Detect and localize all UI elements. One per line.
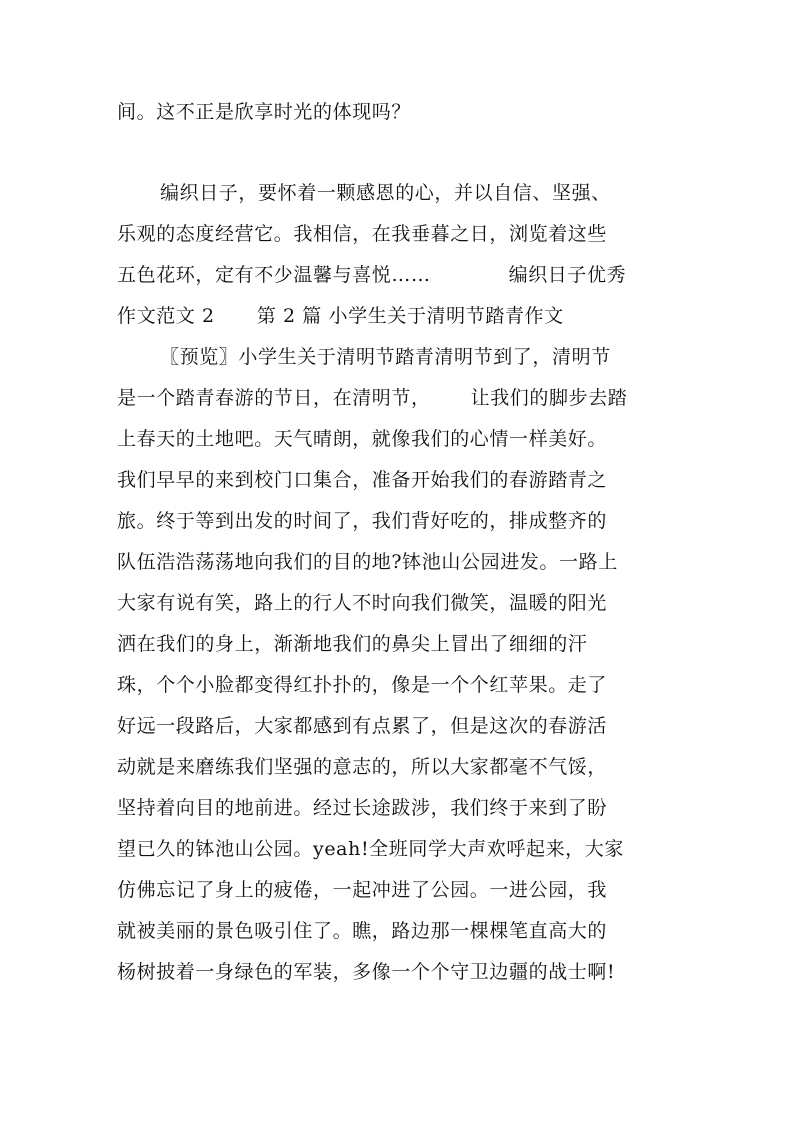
text-line: 大家有说有笑，路上的行人不时向我们微笑，温暖的阳光	[117, 592, 608, 614]
text-line: 上春天的土地吧。天气晴朗，就像我们的心情一样美好。	[117, 428, 608, 450]
text-segment: 编织日子优秀	[508, 264, 627, 286]
text-line: 〖预览〗小学生关于清明节踏青清明节到了，清明节	[160, 346, 611, 368]
text-line: 坚持着向目的地前进。经过长途跋涉，我们终于来到了盼	[117, 797, 608, 819]
text-line	[117, 386, 677, 410]
text-line: 我们早早的来到校门口集合，准备开始我们的春游踏青之	[117, 469, 608, 491]
text-line: 好远一段路后，大家都感到有点累了，但是这次的春游活	[117, 715, 608, 737]
text-segment: 让我们的脚步去踏	[470, 387, 628, 409]
text-line: 就被美丽的景色吸引住了。瞧，路边那一棵棵笔直高大的	[117, 920, 608, 942]
text-line: 望已久的钵池山公园。yeah!全班同学大声欢呼起来，大家	[117, 838, 624, 860]
text-line: 杨树披着一身绿色的军装，多像一个个守卫边疆的战士啊!	[117, 961, 616, 983]
text-line: 珠，个个小脸都变得红扑扑的，像是一个个红苹果。走了	[117, 674, 608, 696]
section-heading: 第 2 篇 小学生关于清明节踏青作文	[256, 305, 564, 327]
text-segment: 作文范文 2	[117, 305, 215, 327]
text-segment: 五色花环，定有不少温馨与喜悦……	[117, 264, 431, 286]
text-line: 洒在我们的身上，渐渐地我们的鼻尖上冒出了细细的汗	[117, 633, 588, 655]
text-line: 队伍浩浩荡荡地向我们的目的地?钵池山公园进发。一路上	[117, 551, 618, 573]
text-line	[117, 263, 677, 287]
text-line: 编织日子，要怀着一颗感恩的心，并以自信、坚强、	[160, 182, 611, 204]
text-line: 动就是来磨练我们坚强的意志的，所以大家都毫不气馁，	[117, 756, 608, 778]
text-line	[117, 304, 677, 328]
text-line: 旅。终于等到出发的时间了，我们背好吃的，排成整齐的	[117, 510, 608, 532]
text-segment: 是一个踏青春游的节日，在清明节，	[117, 387, 431, 409]
text-line: 乐观的态度经营它。我相信，在我垂暮之日，浏览着这些	[117, 223, 608, 245]
paragraph-end-line: 间。这不正是欣享时光的体现吗？	[117, 101, 412, 123]
text-line: 仿佛忘记了身上的疲倦，一起冲进了公园。一进公园，我	[117, 879, 608, 901]
